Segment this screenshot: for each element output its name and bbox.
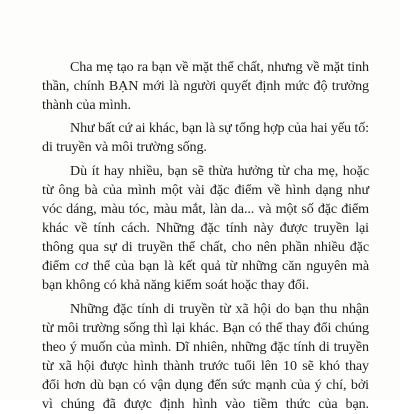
paragraph-3-line-7: bạn không có khả năng kiểm soát hoặc thay đổi. [42,277,310,293]
paragraph-2-line-1: Như bất cứ ai khác, bạn là sự tổng hợp của hai yếu tố: [70,120,369,136]
paragraph-3-line-1: Dù ít hay nhiều, bạn sẽ thừa hưởng từ cha mẹ, hoặc [70,163,369,179]
paragraph-4-line-1: Những đặc tính di truyền từ xã hội do bạn thu nhận [70,301,369,317]
paragraph-3-line-3: vóc dáng, màu tóc, màu mắt, làn da... và một số đặc điểm [42,201,369,217]
paragraph-3-line-6: điểm cơ thể của bạn là kết quả từ những căn nguyên mà [42,258,369,274]
paragraph-3-line-4: khác về tính cách. Những đặc tính này được truyền lại [42,220,369,236]
paragraph-4-line-6: vì chúng đã được định hình vào tiềm thức của bạn. [42,396,369,412]
paragraph-4-line-5: đổi hơn dù bạn có vận dụng đến sức mạnh của ý chí, bởi [42,377,369,393]
paragraph-1-line-1: Cha mẹ tạo ra bạn về mặt thể chất, nhưng về mặt tinh [70,59,369,75]
paragraph-4-line-3: theo ý muốn của mình. Dĩ nhiên, những đặc tính di truyền [42,339,369,355]
paragraph-1-line-2: thần, chính BẠN mới là người quyết định mức độ trưởng [42,78,369,94]
paragraph-3-line-2: từ ông bà của mình một vài đặc điểm về hình dạng như [42,182,369,198]
paragraph-1-line-3: thành của mình. [42,97,131,113]
paragraph-3-line-5: thông qua sự di truyền thể chất, cho nên phần nhiều đặc [42,239,369,255]
paragraph-2-line-2: di truyền và môi trường sống. [42,139,207,155]
paragraph-4-line-4: từ xã hội được hình thành trước tuổi lên 10 sẽ khó thay [42,358,369,374]
paragraph-4-line-2: từ môi trường sống thì lại khác. Bạn có thể thay đổi chúng [42,320,369,336]
